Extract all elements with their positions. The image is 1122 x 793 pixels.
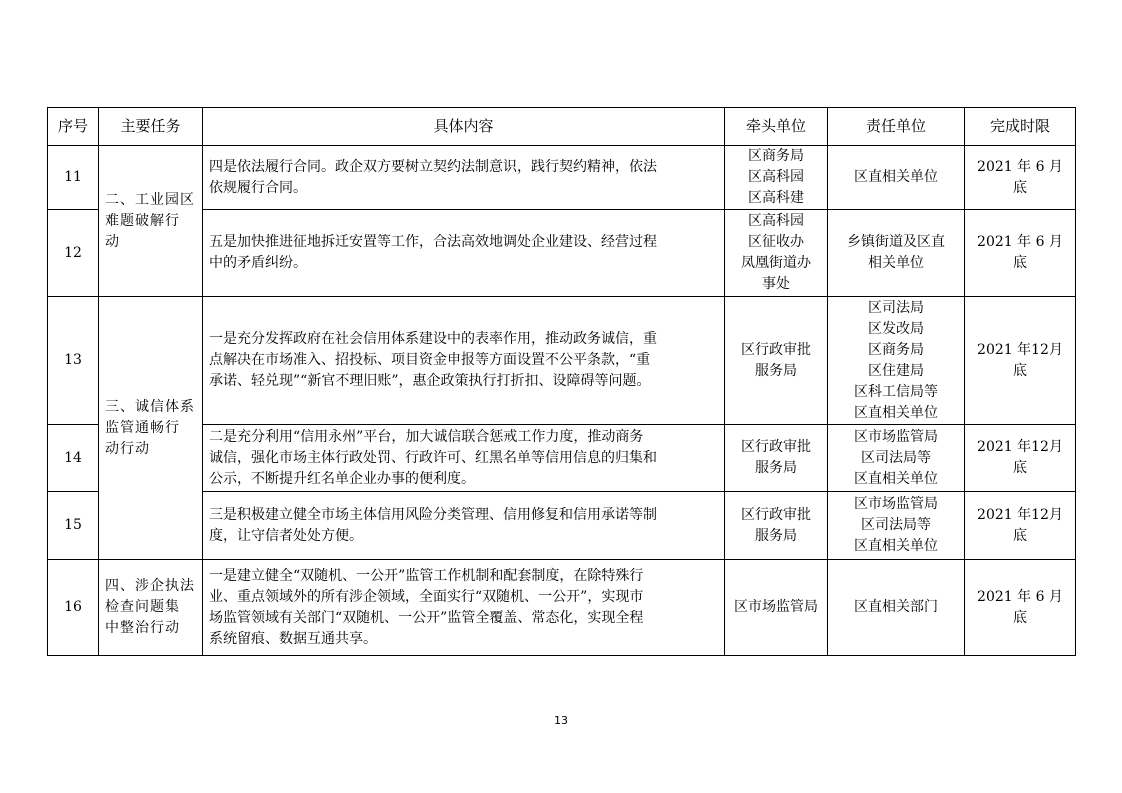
- content-line: 诚信，强化市场主体行政处罚、行政许可、红黑名单等信用信息的归集和: [209, 449, 657, 466]
- task-group-3: [99, 297, 203, 560]
- content-line: 度，让守信者处处方便。: [209, 527, 363, 544]
- content-line: 五是加快推进征地拆迁安置等工作，合法高效地调处企业建设、经营过程: [209, 234, 657, 250]
- row-content: [203, 297, 725, 425]
- content-line: 二是充分利用“信用永州”平台，加大诚信联合惩戒工作力度，推动商务: [209, 428, 644, 445]
- lead-line: 区行政审批: [741, 341, 811, 358]
- content-line: 一是建立健全“双随机、一公开”监管工作机制和配套制度，在除特殊行: [209, 567, 644, 584]
- header-index: 序号: [48, 108, 99, 146]
- responsible-line: 区商务局: [868, 341, 924, 358]
- header-row: [48, 108, 1076, 146]
- responsible-line: 区住建局: [868, 362, 924, 379]
- responsible-line: 区直相关单位: [854, 169, 938, 185]
- responsible-line: 区市场监管局: [854, 496, 938, 512]
- row-responsible-unit: [828, 425, 965, 492]
- row-index: 14: [48, 425, 99, 492]
- row-responsible-unit: [828, 297, 965, 425]
- row-lead-unit: [725, 297, 828, 425]
- lead-line: 区高科建: [748, 190, 804, 206]
- responsible-line: 区科工信局等: [854, 383, 938, 400]
- responsible-line: 区市场监管局: [854, 428, 938, 445]
- table-row: [48, 425, 1076, 492]
- responsible-line: 区司法局等: [861, 449, 931, 466]
- lead-line: 区市场监管局: [734, 599, 818, 615]
- header-deadline: 完成时限: [965, 108, 1076, 146]
- table-row: [48, 492, 1076, 560]
- content-line: 系统留痕、数据互通共享。: [209, 630, 377, 647]
- responsible-line: 区司法局: [868, 299, 924, 316]
- row-index: 11: [48, 146, 99, 210]
- row-content: [203, 492, 725, 560]
- row-lead-unit: [725, 560, 828, 656]
- row-lead-unit: [725, 425, 828, 492]
- task-table: [47, 107, 1076, 656]
- responsible-line: 区司法局等: [861, 517, 931, 533]
- row-content: [203, 560, 725, 656]
- task-line: 监管通畅行: [105, 419, 180, 436]
- lead-line: 服务局: [755, 527, 797, 544]
- row-deadline: 2021 年 6 月底: [965, 210, 1076, 297]
- row-deadline: 2021 年 6 月底: [965, 146, 1076, 210]
- task-line: 四、涉企执法: [105, 578, 195, 594]
- responsible-line: 区直相关单位: [854, 404, 938, 421]
- table-row: [48, 560, 1076, 656]
- header-lead-unit: 牵头单位: [725, 108, 828, 146]
- table-row: [48, 297, 1076, 425]
- task-group-2: [99, 146, 203, 297]
- table-row: [48, 146, 1076, 210]
- task-line: 动: [105, 233, 120, 250]
- lead-line: 区征收办: [748, 234, 804, 250]
- lead-line: 区高科园: [748, 213, 804, 229]
- responsible-line: 区直相关单位: [854, 470, 938, 487]
- row-index: 16: [48, 560, 99, 656]
- row-deadline: 2021 年12月底: [965, 425, 1076, 492]
- row-deadline: 2021 年12月底: [965, 297, 1076, 425]
- row-index: 15: [48, 492, 99, 560]
- row-content: [203, 210, 725, 297]
- page-number: 13: [554, 714, 568, 727]
- row-deadline: 2021 年12月底: [965, 492, 1076, 560]
- content-line: 点解决在市场准入、招投标、项目资金申报等方面设置不公平条款，“重: [209, 352, 651, 368]
- row-lead-unit: [725, 492, 828, 560]
- table-row: [48, 210, 1076, 297]
- lead-line: 凤凰街道办: [741, 255, 811, 271]
- row-responsible-unit: [828, 560, 965, 656]
- task-line: 检查问题集: [105, 599, 180, 615]
- lead-line: 服务局: [755, 460, 797, 476]
- row-content: [203, 146, 725, 210]
- content-line: 公示，不断提升红名单企业办事的便利度。: [209, 470, 475, 487]
- row-responsible-unit: [828, 492, 965, 560]
- responsible-line: 乡镇街道及区直: [847, 234, 945, 250]
- content-line: 业、重点领域外的所有涉企领域，全面实行“双随机、一公开”，实现市: [209, 588, 644, 605]
- header-responsible-unit: 责任单位: [828, 108, 965, 146]
- responsible-line: 区直相关单位: [854, 538, 938, 554]
- lead-line: 区行政审批: [741, 439, 811, 455]
- row-responsible-unit: [828, 210, 965, 297]
- content-line: 三是积极建立健全市场主体信用风险分类管理、信用修复和信用承诺等制: [209, 506, 657, 523]
- lead-line: 事处: [762, 276, 790, 292]
- header-content: 具体内容: [203, 108, 725, 146]
- row-deadline: 2021 年 6 月底: [965, 560, 1076, 656]
- lead-line: 区高科园: [748, 169, 804, 185]
- content-line: 中的矛盾纠纷。: [209, 255, 307, 271]
- row-lead-unit: [725, 210, 828, 297]
- task-line: 中整治行动: [105, 620, 180, 636]
- content-line: 一是充分发挥政府在社会信用体系建设中的表率作用，推动政务诚信，重: [209, 331, 657, 347]
- row-responsible-unit: [828, 146, 965, 210]
- content-line: 承诺、轻兑现”“新官不理旧账”，惠企政策执行打折扣、设障碍等问题。: [209, 373, 651, 389]
- row-index: 13: [48, 297, 99, 425]
- task-line: 三、诚信体系: [105, 398, 195, 415]
- row-content: [203, 425, 725, 492]
- responsible-line: 区直相关部门: [854, 599, 938, 615]
- responsible-line: 区发改局: [868, 320, 924, 337]
- header-task: 主要任务: [99, 108, 203, 146]
- task-line: 二、工业园区: [105, 191, 195, 208]
- content-line: 依规履行合同。: [209, 179, 307, 196]
- task-line: 动行动: [105, 440, 150, 457]
- responsible-line: 相关单位: [868, 255, 924, 271]
- content-line: 四是依法履行合同。政企双方要树立契约法制意识，践行契约精神，依法: [209, 158, 657, 175]
- task-group-4: [99, 560, 203, 656]
- row-lead-unit: [725, 146, 828, 210]
- lead-line: 区行政审批: [741, 506, 811, 523]
- task-line: 难题破解行: [105, 212, 180, 229]
- row-index: 12: [48, 210, 99, 297]
- lead-line: 区商务局: [748, 148, 804, 164]
- lead-line: 服务局: [755, 362, 797, 379]
- content-line: 场监管领域有关部门“双随机、一公开”监管全覆盖、常态化，实现全程: [209, 609, 644, 626]
